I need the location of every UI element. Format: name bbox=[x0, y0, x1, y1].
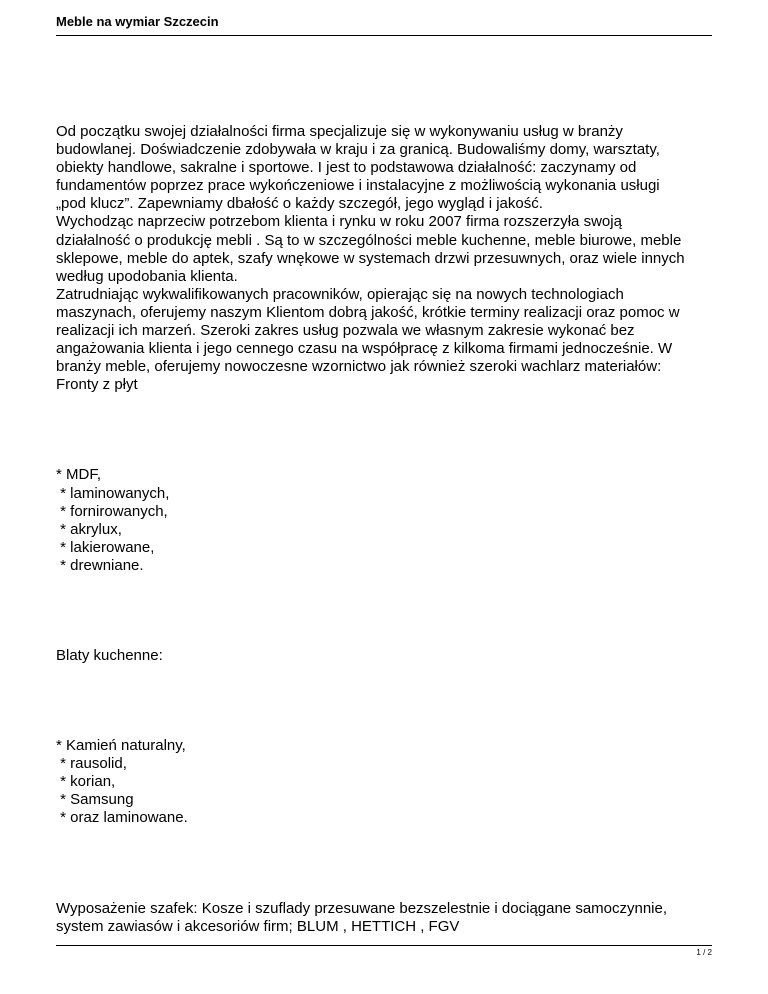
text-line: obiekty handlowe, sakralne i sportowe. I jest to podstawowa działalność: zaczynamy od bbox=[56, 159, 637, 177]
intro-paragraph bbox=[56, 123, 716, 394]
text-line: Od początku swojej działalności firma specjalizuje się w wykonywaniu usług w branży bbox=[56, 123, 623, 140]
document-title: Meble na wymiar Szczecin bbox=[56, 14, 219, 29]
page-footer bbox=[56, 945, 712, 957]
list-item: * drewniane. bbox=[56, 556, 144, 574]
text-line: według upodobania klienta. bbox=[56, 267, 238, 285]
list-item: * laminowanych, bbox=[56, 484, 170, 502]
text-line: sklepowe, meble do aptek, szafy wnękowe w systemach drzwi przesuwnych, oraz wiele innych bbox=[56, 249, 685, 267]
header-divider bbox=[56, 35, 712, 36]
list-item: * lakierowane, bbox=[56, 538, 155, 556]
text-line: budowlanej. Doświadczenie zdobywała w kraju i za granicą. Budowaliśmy domy, warsztaty, bbox=[56, 141, 660, 159]
list-item: * Samsung bbox=[56, 791, 134, 809]
blank-space bbox=[56, 665, 716, 737]
text-line: Wyposażenie szafek: Kosze i szuflady przesuwane bezszelestnie i dociągane samoczynnie, bbox=[56, 899, 668, 917]
text-line: Zatrudniając wykwalifikowanych pracowników, opierając się na nowych technologiach bbox=[56, 285, 624, 303]
countertops-list bbox=[56, 737, 716, 827]
text-line: Wychodząc naprzeciw potrzebom klienta i rynku w roku 2007 firma rozszerzyła swoją bbox=[56, 213, 622, 231]
blank-space bbox=[56, 394, 716, 466]
list-item: * korian, bbox=[56, 773, 116, 791]
footer-divider bbox=[56, 945, 712, 946]
page-header bbox=[56, 12, 712, 32]
text-line: „pod klucz”. Zapewniamy dbałość o każdy szczegół, jego wygląd i jakość. bbox=[56, 195, 543, 213]
equipment-paragraph bbox=[56, 900, 716, 936]
text-line: angażowania klienta i jego cennego czasu na współpracę z kilkoma firmami jednocześnie. W bbox=[56, 340, 673, 358]
document-body bbox=[56, 123, 716, 936]
text-line: system zawiasów i akcesoriów firm; BLUM , HETTICH , FGV bbox=[56, 917, 460, 935]
text-line: maszynach, oferujemy naszym Klientom dobrą jakość, krótkie terminy realizacji oraz pomoc w bbox=[56, 303, 680, 321]
list-item: * akrylux, bbox=[56, 520, 122, 538]
list-item: * rausolid, bbox=[56, 755, 127, 773]
list-item: * fornirowanych, bbox=[56, 502, 168, 520]
text-line: branży meble, oferujemy nowoczesne wzornictwo jak również szeroki wachlarz materiałów: bbox=[56, 358, 662, 376]
list-item: * Kamień naturalny, bbox=[56, 737, 186, 755]
text-line: Fronty z płyt bbox=[56, 376, 138, 394]
blank-space bbox=[56, 828, 716, 900]
text-line: realizacji ich marzeń. Szeroki zakres usług pozwala we własnym zakresie wykonać bez bbox=[56, 322, 635, 340]
text-line: fundamentów poprzez prace wykończeniowe i instalacyjne z możliwością wykonania usługi bbox=[56, 177, 660, 195]
list-item: * MDF, bbox=[56, 466, 101, 484]
page-number: 1 / 2 bbox=[696, 948, 712, 957]
blank-space bbox=[56, 575, 716, 647]
fronts-list bbox=[56, 466, 716, 575]
countertops-heading: Blaty kuchenne: bbox=[56, 646, 163, 664]
text-line: działalność o produkcję mebli . Są to w szczególności meble kuchenne, meble biurowe, meble bbox=[56, 231, 682, 249]
list-item: * oraz laminowane. bbox=[56, 809, 188, 827]
